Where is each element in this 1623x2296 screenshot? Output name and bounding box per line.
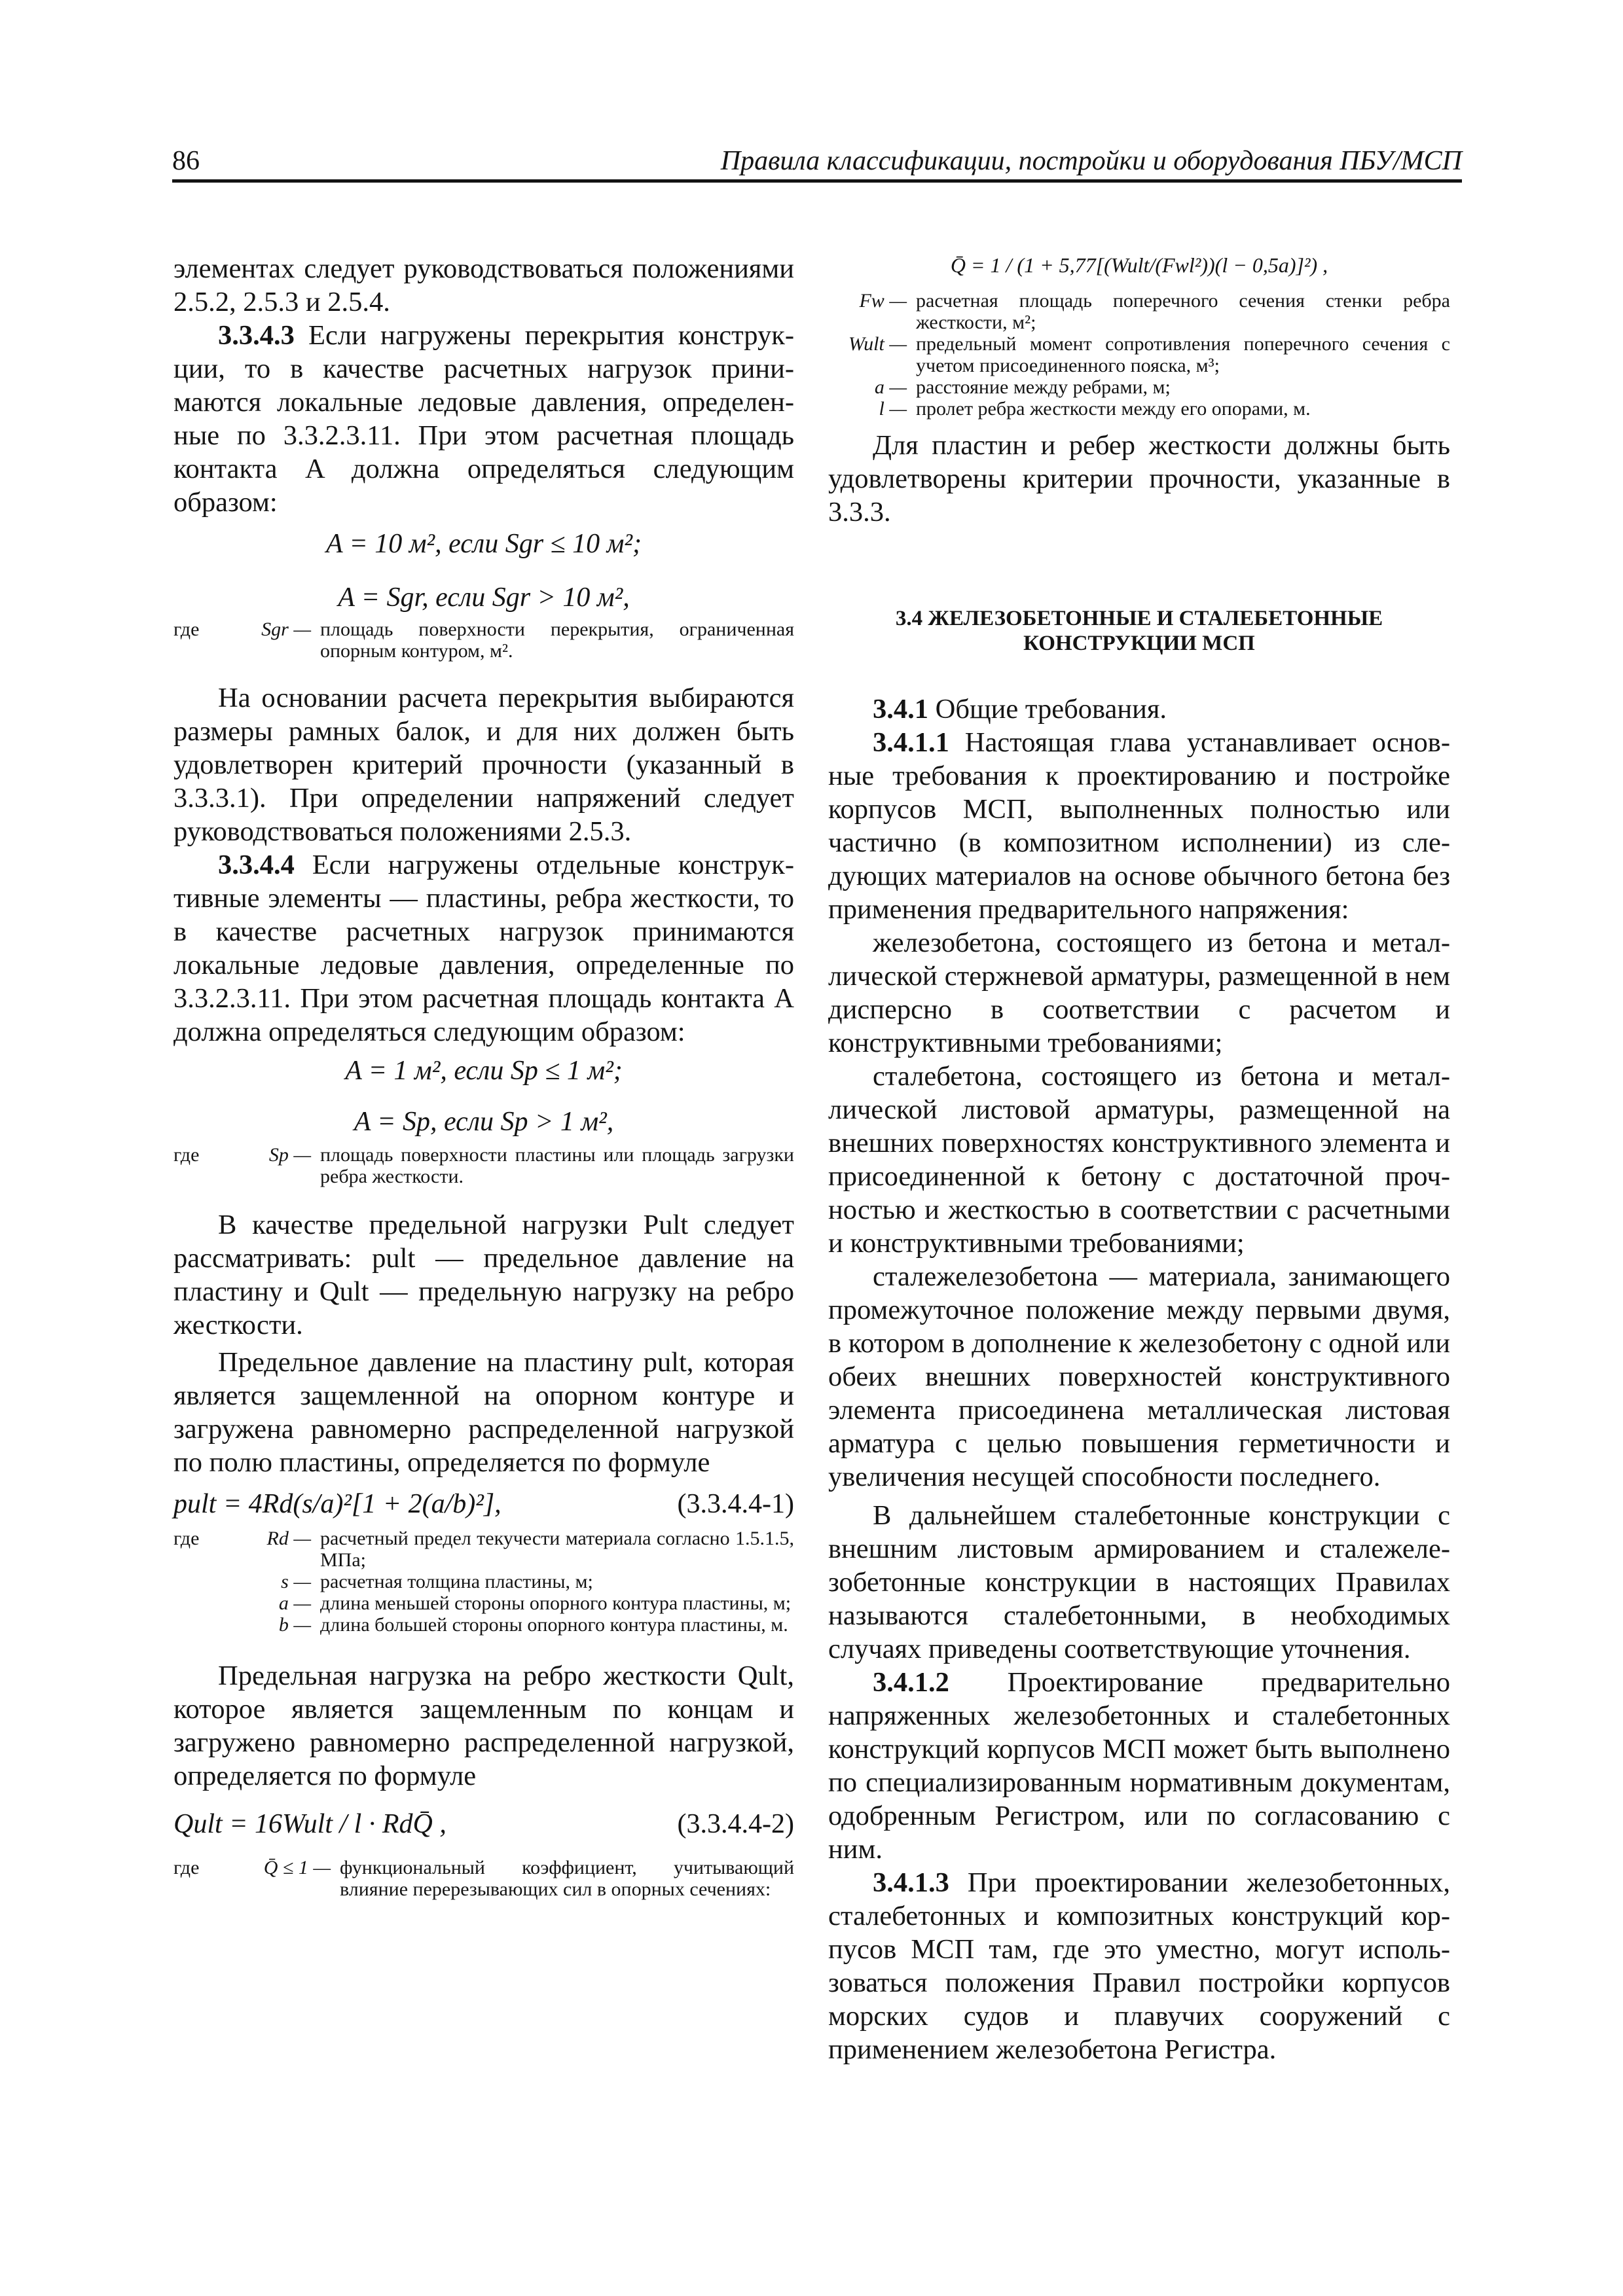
definition-row bbox=[828, 376, 1450, 398]
paragraph: В дальнейшем сталебетонные конструкции с внешним листовым армированием и сталежелезобетонные конструкции в настоящих Правилах называются сталебетонными, в необходимых случаях приведены соответствующие уточнения. bbox=[828, 1500, 1450, 1664]
paragraph: сталебетона, состоящего из бетона и металлической листовой арматуры, размещенной на внешних поверхностях конструктивного элемента и присоединенной к бетону с достаточной прочностью и жесткостью в соответствии с расчетными и конструктивными требованиями; bbox=[828, 1061, 1450, 1259]
definition-symbol: a — bbox=[874, 376, 907, 398]
formula-area-4: A = Sp, если Sp > 1 м², bbox=[354, 1107, 614, 1137]
paragraph: элементах следует руководствоваться положениями 2.5.2, 2.5.3 и 2.5.4. bbox=[173, 253, 794, 317]
definition-symbol: Wult — bbox=[848, 333, 907, 355]
definition-row bbox=[173, 1592, 794, 1614]
paragraph-3-3-4-4: 3.3.4.4 Если нагружены отдельные конструктивные элементы — пластины, ребра жесткости, то в качестве расчетных нагрузок принимаются локальные ледовые давления, определенные по 3.3.2.3.11. При этом расчетная площадь контакта A должна определяться следующим образом: bbox=[173, 850, 794, 1047]
equation-3-3-4-4-2 bbox=[173, 1808, 794, 1840]
definition-symbol: Q̄ ≤ 1 — bbox=[263, 1857, 331, 1878]
page-number: 86 bbox=[172, 146, 200, 176]
definition-row bbox=[173, 1528, 794, 1571]
definition-row bbox=[173, 619, 794, 662]
definitions bbox=[173, 1144, 794, 1187]
equation-number: (3.3.4.4-1) bbox=[677, 1489, 794, 1519]
definitions bbox=[173, 619, 794, 662]
definition-text: длина меньшей стороны опорного контура пластины, м; bbox=[320, 1592, 792, 1614]
running-title: Правила классификации, постройки и оборудования ПБУ/МСП bbox=[720, 146, 1462, 176]
paragraph: сталежелезобетона — материала, занимающего промежуточное положение между первыми двумя, в котором в дополнение к железобетону с одной или обеих внешних поверхностей конструктивного элемента присоединена металлическая листовая арматура с целью повышения герметичности и увеличения несущей способности последнего. bbox=[828, 1261, 1450, 1492]
definition-text: площадь поверхности пластины или площадь загрузки ребра жесткости. bbox=[320, 1144, 794, 1187]
paragraph-3-3-4-3: 3.3.4.3 Если нагружены перекрытия конструкции, то в качестве расчетных нагрузок принимаются локальные ледовые давления, определенные по 3.3.2.3.11. При этом расчетная площадь контакта A должна определяться следующим образом: bbox=[173, 320, 794, 518]
paragraph: железобетона, состоящего из бетона и металлической стержневой арматуры, размещенной в нем дисперсно в соответствии с расчетом и конструктивными требованиями; bbox=[828, 927, 1450, 1058]
section-heading bbox=[828, 606, 1450, 656]
where-label: где bbox=[173, 619, 200, 640]
definition-symbol: b — bbox=[278, 1614, 311, 1636]
paragraph: В качестве предельной нагрузки Pult следует рассматривать: pult — предельное давление на пластину и Qult — предельную нагрузку на ребро жесткости. bbox=[173, 1210, 794, 1340]
definitions bbox=[173, 1857, 794, 1900]
formula-area-3: A = 1 м², если Sp ≤ 1 м²; bbox=[345, 1056, 623, 1086]
section-title-line-1: 3.4 ЖЕЛЕЗОБЕТОННЫЕ И СТАЛЕБЕТОННЫЕ bbox=[895, 607, 1383, 630]
left-column bbox=[173, 252, 794, 1900]
equation-3-3-4-4-1 bbox=[173, 1488, 794, 1520]
definition-text: предельный момент сопротивления поперечного сечения с учетом присоединенного пояска, м³; bbox=[916, 333, 1450, 376]
formula-area-2: A = Sgr, если Sgr > 10 м², bbox=[338, 583, 630, 613]
equation-number: (3.3.4.4-2) bbox=[677, 1809, 794, 1839]
definition-text: функциональный коэффициент, учитывающий влияние перерезывающих сил в опорных сечениях: bbox=[340, 1857, 794, 1900]
definition-text: длина большей стороны опорного контура пластины, м. bbox=[320, 1614, 788, 1636]
definition-symbol: Sp — bbox=[268, 1144, 311, 1166]
definition-text: расстояние между ребрами, м; bbox=[916, 376, 1171, 398]
definition-text: расчетная толщина пластины, м; bbox=[320, 1571, 593, 1592]
paragraph: Предельная нагрузка на ребро жесткости Qult, которое является защемленным по концам и загружено равномерно распределенной нагрузкой, определяется по формуле bbox=[173, 1660, 794, 1791]
definition-symbol: Sgr — bbox=[261, 619, 311, 640]
definition-row bbox=[828, 333, 1450, 376]
definitions bbox=[828, 290, 1450, 420]
page-header bbox=[172, 145, 1462, 183]
definition-text: площадь поверхности перекрытия, ограниченная опорным контуром, м². bbox=[320, 619, 794, 662]
paragraph-3-4-1-1: 3.4.1.1 Настоящая глава устанавливает основные требования к проектированию и постройке корпусов МСП, выполненных полностью или частично (в композитном исполнении) из следующих материалов на основе обычного бетона без применения предварительного напряжения: bbox=[828, 727, 1450, 925]
where-label: где bbox=[173, 1144, 200, 1166]
paragraph: Предельное давление на пластину pult, которая является защемленной на опорном контуре и загружена равномерно распределенной нагрузкой по полю пластины, определяется по формуле bbox=[173, 1347, 794, 1478]
definition-row bbox=[828, 398, 1450, 420]
definition-symbol: Rd — bbox=[266, 1528, 311, 1549]
definitions bbox=[173, 1528, 794, 1636]
definition-text: расчетный предел текучести материала согласно 1.5.1.5, МПа; bbox=[320, 1528, 794, 1571]
right-column bbox=[828, 252, 1450, 2066]
definition-symbol: Fw — bbox=[859, 290, 907, 312]
definition-symbol: l — bbox=[879, 398, 907, 420]
paragraph-3-4-1-3: 3.4.1.3 При проектировании железобетонных, сталебетонных и композитных конструкций корпусов МСП там, где это уместно, могут использоваться положения Правил постройки корпусов морских судов и плавучих сооружений с применением железобетона Регистра. bbox=[828, 1867, 1450, 2065]
definition-text: расчетная площадь поперечного сечения стенки ребра жесткости, м²; bbox=[916, 290, 1450, 333]
paragraph: На основании расчета перекрытия выбираются размеры рамных балок, и для них должен быть удовлетворен критерий прочности (указанный в 3.3.3.1). При определении напряжений следует руководствоваться положениями 2.5.3. bbox=[173, 683, 794, 847]
equation-body: pult = 4Rd(s/a)²[1 + 2(a/b)²], bbox=[173, 1489, 501, 1519]
definition-text: пролет ребра жесткости между его опорами, м. bbox=[916, 398, 1311, 420]
paragraph-3-4-1-2: 3.4.1.2 Проектирование предварительно напряженных железобетонных и сталебетонных конструкций корпусов МСП может быть выполнено по специализированным нормативным документам, одобренным Регистром, или по согласованию с ним. bbox=[828, 1667, 1450, 1865]
equation-body: Qult = 16Wult / l · RdQ̄ , bbox=[173, 1809, 447, 1839]
definition-symbol: s — bbox=[281, 1571, 311, 1592]
definition-row bbox=[173, 1614, 794, 1636]
definition-row bbox=[173, 1144, 794, 1187]
definition-row bbox=[173, 1571, 794, 1592]
paragraph-3-4-1: 3.4.1 Общие требования. bbox=[873, 694, 1167, 725]
definition-row bbox=[173, 1857, 794, 1900]
section-title-line-2: КОНСТРУКЦИИ МСП bbox=[1023, 632, 1255, 655]
definition-row bbox=[828, 290, 1450, 333]
where-label: где bbox=[173, 1528, 200, 1549]
definition-symbol: a — bbox=[278, 1592, 311, 1614]
equation-q-bar: Q̄ = 1 / (1 + 5,77[(Wult/(Fwl²))(l − 0,5a)]²) , bbox=[950, 253, 1328, 277]
formula-area-1: A = 10 м², если Sgr ≤ 10 м²; bbox=[326, 529, 642, 559]
where-label: где bbox=[173, 1857, 200, 1878]
paragraph: Для пластин и ребер жесткости должны быть удовлетворены критерии прочности, указанные в 3.3.3. bbox=[828, 430, 1450, 528]
